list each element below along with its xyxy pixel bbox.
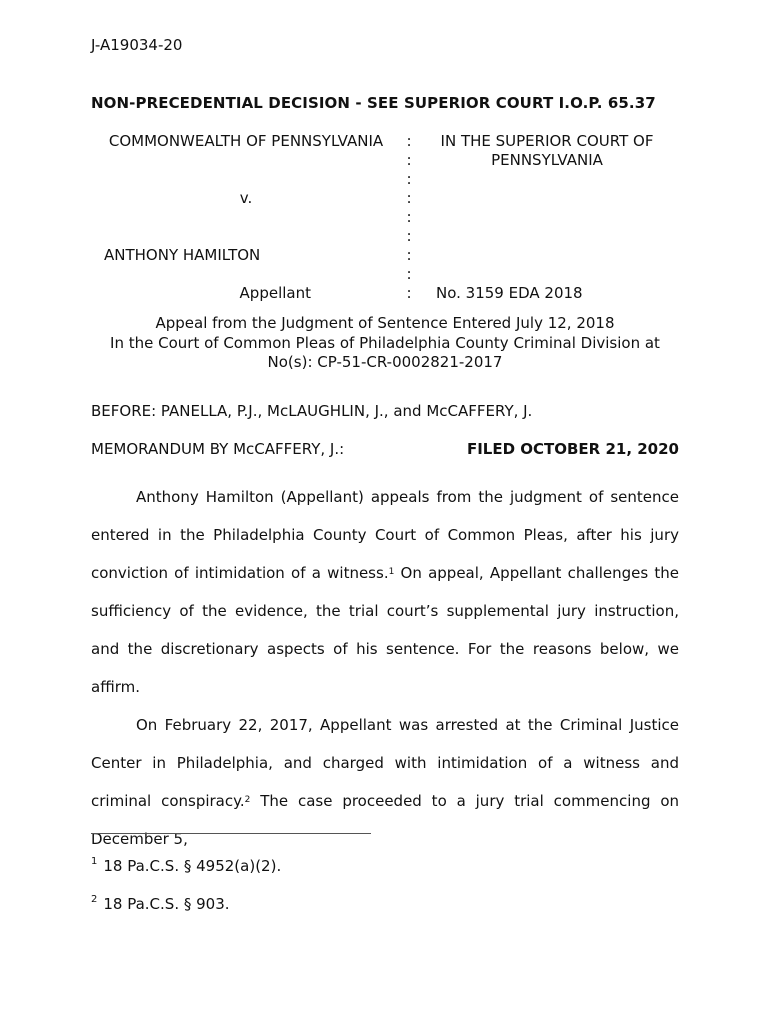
filed-date: FILED OCTOBER 21, 2020 <box>466 440 679 458</box>
colon: : <box>406 170 412 188</box>
footnote-2 <box>91 895 230 913</box>
paragraph-1-text-b: On appeal, Appellant challenges the sufficiency of the evidence, the trial court’s supplemental jury instruction, and the discretionary aspects of his sentence. For the reasons below, we affirm. <box>91 564 679 696</box>
colon: : <box>406 246 412 264</box>
caption-separator-column <box>403 132 415 303</box>
footnote-text: 18 Pa.C.S. § 4952(a)(2). <box>103 857 282 875</box>
non-precedential-heading: NON-PRECEDENTIAL DECISION - SEE SUPERIOR COURT I.O.P. 65.37 <box>91 94 656 112</box>
case-number: No. 3159 EDA 2018 <box>436 284 583 302</box>
caption-versus: v. <box>239 189 253 207</box>
appeal-line3: No(s): CP-51-CR-0002821-2017 <box>267 353 503 371</box>
opinion-body <box>91 478 679 858</box>
court-name-line2: PENNSYLVANIA <box>491 151 603 169</box>
footnote-text: 18 Pa.C.S. § 903. <box>103 895 230 913</box>
footnote-mark: 1 <box>91 856 98 867</box>
court-name <box>418 132 676 170</box>
court-name-line1: IN THE SUPERIOR COURT OF <box>440 132 654 150</box>
colon: : <box>406 284 412 302</box>
footnote-ref-2[interactable]: 2 <box>244 795 251 805</box>
colon: : <box>406 208 412 226</box>
footnote-ref-1[interactable]: 1 <box>388 567 395 577</box>
footnote-divider <box>91 833 371 834</box>
appeal-line1: Appeal from the Judgment of Sentence Entered July 12, 2018 <box>155 314 615 332</box>
paragraph-2-text-a: On February 22, 2017, Appellant was arrested at the Criminal Justice Center in Philadelphia, and charged with intimidation of a witness and criminal conspiracy. <box>91 716 679 810</box>
footnote-1 <box>91 857 281 875</box>
caption-plaintiff: COMMONWEALTH OF PENNSYLVANIA <box>108 132 384 150</box>
colon: : <box>406 151 412 169</box>
colon: : <box>406 132 412 150</box>
colon: : <box>406 227 412 245</box>
footnote-mark: 2 <box>91 894 98 905</box>
colon: : <box>406 189 412 207</box>
docket-number: J-A19034-20 <box>91 36 183 54</box>
paragraph-2-text-b: The case proceeded to a jury trial commencing on December 5, <box>91 792 680 848</box>
caption-role: Appellant <box>239 284 311 302</box>
colon: : <box>406 265 412 283</box>
paragraph-1 <box>91 478 679 706</box>
memorandum-by: MEMORANDUM BY McCAFFERY, J.: <box>91 440 345 458</box>
appeal-statement <box>91 314 679 373</box>
paragraph-2 <box>91 706 679 858</box>
paragraph-1-text-a: Anthony Hamilton (Appellant) appeals from the judgment of sentence entered in the Philadelphia County Court of Common Pleas, after his jury conviction of intimidation of a witness. <box>91 488 679 582</box>
appeal-line2: In the Court of Common Pleas of Philadelphia County Criminal Division at <box>110 333 660 352</box>
caption-defendant: ANTHONY HAMILTON <box>104 246 261 264</box>
panel-before: BEFORE: PANELLA, P.J., McLAUGHLIN, J., and McCAFFERY, J. <box>91 402 533 420</box>
